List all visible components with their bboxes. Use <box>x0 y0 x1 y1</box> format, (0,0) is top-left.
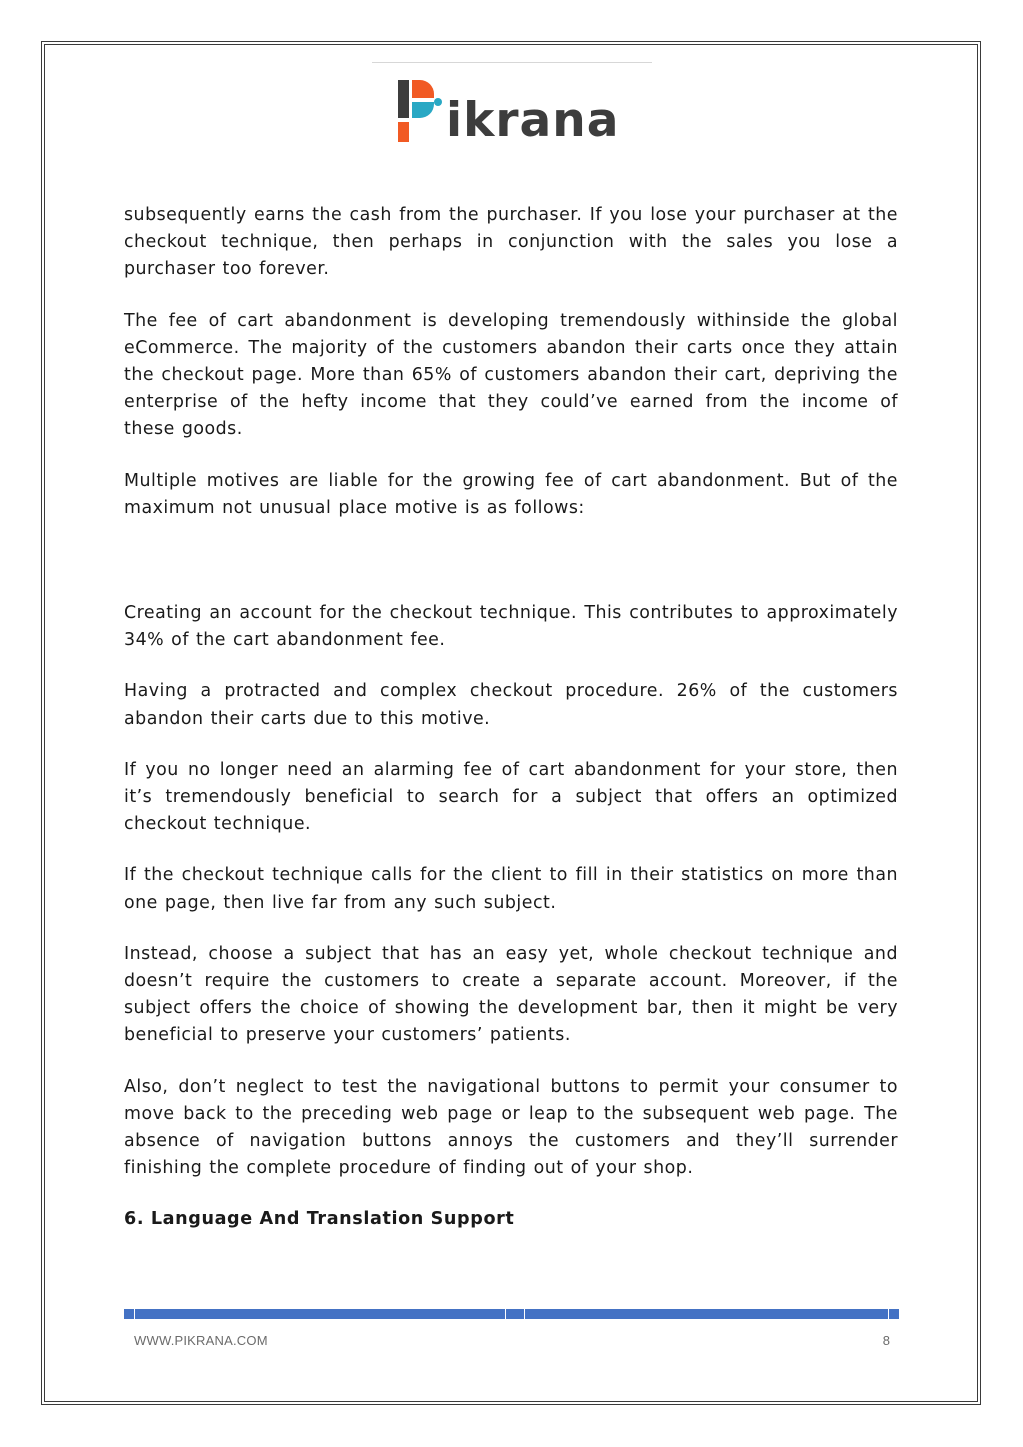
footer-page-number: 8 <box>882 1333 890 1348</box>
pikrana-logo <box>396 74 620 148</box>
footer-bar-tick <box>505 1309 506 1319</box>
paragraph: Also, don’t neglect to test the navigational buttons to permit your consumer to move back to the preceding web page or leap to the subsequent web page. The absence of navigation buttons annoys the customers and they’ll surrender finishing the complete procedure of finding out of your shop. <box>124 1076 898 1179</box>
footer-bar-tick <box>134 1309 135 1319</box>
section-heading: 6. Language And Translation Support <box>124 1209 515 1230</box>
footer-bar <box>124 1309 899 1319</box>
document-body <box>124 202 898 1233</box>
paragraph: Creating an account for the checkout technique. This contributes to approximately 34% of the cart abandonment fee. <box>124 603 898 651</box>
footer-bar-tick <box>524 1309 525 1319</box>
paragraph: If the checkout technique calls for the client to fill in their statistics on more than one page, then live far from any such subject. <box>124 865 898 913</box>
paragraph: The fee of cart abandonment is developing tremendously withinside the global eCommerce. The majority of the customers abandon their carts once they attain the checkout page. More than 65% of customers abandon their cart, depriving the enterprise of the hefty income that they could’ve earned from the income of these goods. <box>124 310 898 440</box>
paragraph: subsequently earns the cash from the purchaser. If you lose your purchaser at the checkout technique, then perhaps in conjunction with the sales you lose a purchaser too forever. <box>124 205 898 280</box>
pikrana-logo-text: ikrana <box>446 93 620 148</box>
paragraph: Having a protracted and complex checkout procedure. 26% of the customers abandon their carts due to this motive. <box>124 681 898 729</box>
footer-website: WWW.PIKRANA.COM <box>134 1333 268 1348</box>
pikrana-logo-mark-icon <box>396 76 444 144</box>
footer-bar-tick <box>888 1309 889 1319</box>
blank-spacer <box>124 546 898 600</box>
paragraph: Instead, choose a subject that has an easy yet, whole checkout technique and doesn’t require the customers to create a separate account. Moreover, if the subject offers the choice of showing the development bar, then it might be very beneficial to preserve your customers’ patients. <box>124 943 898 1046</box>
paragraph: Multiple motives are liable for the growing fee of cart abandonment. But of the maximum not unusual place motive is as follows: <box>124 470 898 518</box>
paragraph: If you no longer need an alarming fee of cart abandonment for your store, then it’s tremendously beneficial to search for a subject that offers an optimized checkout technique. <box>124 759 898 835</box>
header-rule <box>372 62 652 63</box>
